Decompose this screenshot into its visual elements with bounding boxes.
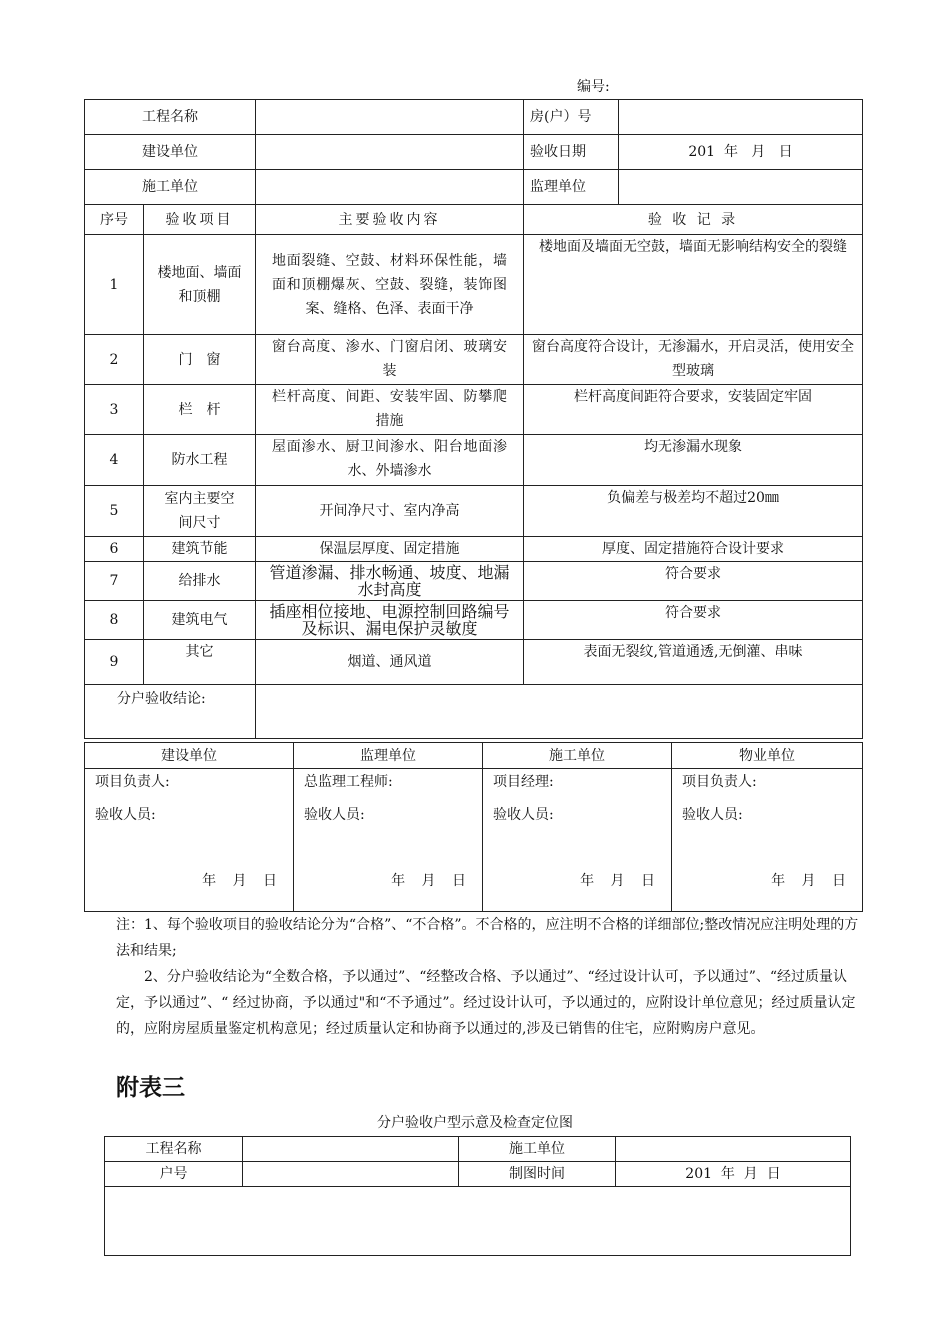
appendix-draw-time-label: 制图时间 bbox=[459, 1162, 616, 1187]
supervisor-value[interactable] bbox=[619, 170, 863, 205]
appendix-constructor-label: 施工单位 bbox=[459, 1137, 616, 1162]
sig-lead-label: 项目负责人: bbox=[95, 774, 170, 790]
builder-label: 建设单位 bbox=[85, 135, 256, 170]
row-item: 楼地面、墙面和顶棚 bbox=[144, 235, 256, 335]
appendix-draw-time-value[interactable]: 201 年 月 日 bbox=[616, 1162, 851, 1187]
row-no: 3 bbox=[85, 385, 144, 435]
row-content: 开间净尺寸、室内净高 bbox=[256, 486, 524, 537]
sig-date: 年 月 日 bbox=[202, 873, 283, 889]
row-content: 地面裂缝、空鼓、材料环保性能，墙面和顶棚爆灰、空鼓、裂缝，装饰图案、缝格、色泽、表面干净 bbox=[256, 235, 524, 335]
row-item: 室内主要空间尺寸 bbox=[144, 486, 256, 537]
floorplan-drawing-area[interactable] bbox=[105, 1187, 851, 1256]
sig-lead-label: 项目经理: bbox=[493, 774, 554, 790]
house-no-value[interactable] bbox=[619, 100, 863, 135]
col-record-header: 验 收 记 录 bbox=[524, 205, 863, 235]
accept-date-value[interactable]: 201 年 月 日 bbox=[619, 135, 863, 170]
constructor-value[interactable] bbox=[256, 170, 524, 205]
sig-unit-property: 物业单位 bbox=[672, 743, 863, 769]
col-item-header: 验收项目 bbox=[144, 205, 256, 235]
appendix-project-name-value[interactable] bbox=[243, 1137, 459, 1162]
appendix-unit-value[interactable] bbox=[243, 1162, 459, 1187]
row-record[interactable]: 符合要求 bbox=[524, 601, 863, 640]
row-record[interactable]: 负偏差与极差均不超过20㎜ bbox=[524, 486, 863, 537]
sig-unit-supervisor: 监理单位 bbox=[294, 743, 483, 769]
conclusion-label: 分户验收结论: bbox=[85, 685, 256, 739]
row-content: 保温层厚度、固定措施 bbox=[256, 537, 524, 562]
table-row bbox=[85, 435, 863, 486]
sig-lead-label: 项目负责人: bbox=[682, 774, 757, 790]
row-item: 建筑节能 bbox=[144, 537, 256, 562]
row-item: 建筑电气 bbox=[144, 601, 256, 640]
document-code-label: 编号: bbox=[577, 79, 610, 95]
acceptance-table bbox=[84, 99, 863, 739]
row-content: 栏杆高度、间距、安装牢固、防攀爬措施 bbox=[256, 385, 524, 435]
sig-lead-label: 总监理工程师: bbox=[304, 774, 393, 790]
row-item: 给排水 bbox=[144, 562, 256, 601]
sig-date: 年 月 日 bbox=[580, 873, 661, 889]
row-record[interactable]: 窗台高度符合设计，无渗漏水，开启灵活，使用安全型玻璃 bbox=[524, 335, 863, 385]
row-item: 其它 bbox=[144, 640, 256, 685]
row-item: 栏 杆 bbox=[144, 385, 256, 435]
sig-unit-builder: 建设单位 bbox=[85, 743, 294, 769]
appendix-constructor-value[interactable] bbox=[616, 1137, 851, 1162]
sig-staff-label: 验收人员: bbox=[304, 807, 365, 823]
row-record[interactable]: 符合要求 bbox=[524, 562, 863, 601]
sig-cell-constructor[interactable] bbox=[483, 769, 672, 912]
table-row bbox=[85, 335, 863, 385]
row-no: 7 bbox=[85, 562, 144, 601]
col-no-header: 序号 bbox=[85, 205, 144, 235]
accept-date-label: 验收日期 bbox=[524, 135, 619, 170]
note-2: 2、分户验收结论为“全数合格，予以通过”、“经整改合格、予以通过”、“经过设计认可，予以通过”、“经过质量认定，予以通过”、“ 经过协商，予以通过"和“不予通过”。经过设计认可，予以通过的，应附设计单位意见；经过质量认定的，应附房屋质量鉴定机构意见；经过质量认定和协商予以通过的,涉及已销售的住宅，应附购房户意见。 bbox=[116, 969, 856, 1037]
builder-value[interactable] bbox=[256, 135, 524, 170]
sig-unit-constructor: 施工单位 bbox=[483, 743, 672, 769]
table-row bbox=[85, 385, 863, 435]
row-no: 8 bbox=[85, 601, 144, 640]
row-no: 2 bbox=[85, 335, 144, 385]
row-no: 9 bbox=[85, 640, 144, 685]
table-row bbox=[85, 601, 863, 640]
row-content: 烟道、通风道 bbox=[256, 640, 524, 685]
sig-date: 年 月 日 bbox=[771, 873, 852, 889]
sig-cell-property[interactable] bbox=[672, 769, 863, 912]
constructor-label: 施工单位 bbox=[85, 170, 256, 205]
row-no: 1 bbox=[85, 235, 144, 335]
appendix-subtitle: 分户验收户型示意及检查定位图 bbox=[377, 1115, 573, 1131]
note-1: 注：1、每个验收项目的验收结论分为“合格”、“不合格”。不合格的，应注明不合格的详细部位;整改情况应注明处理的方法和结果; bbox=[116, 917, 859, 959]
floorplan-table bbox=[104, 1136, 851, 1256]
row-item: 防水工程 bbox=[144, 435, 256, 486]
project-name-label: 工程名称 bbox=[85, 100, 256, 135]
signature-table bbox=[84, 742, 863, 912]
row-record[interactable]: 均无渗漏水现象 bbox=[524, 435, 863, 486]
table-row bbox=[85, 640, 863, 685]
row-no: 6 bbox=[85, 537, 144, 562]
table-row bbox=[85, 562, 863, 601]
appendix-unit-label: 户号 bbox=[105, 1162, 243, 1187]
sig-staff-label: 验收人员: bbox=[95, 807, 156, 823]
sig-staff-label: 验收人员: bbox=[682, 807, 743, 823]
appendix-project-name-label: 工程名称 bbox=[105, 1137, 243, 1162]
row-no: 5 bbox=[85, 486, 144, 537]
row-content: 窗台高度、渗水、门窗启闭、玻璃安装 bbox=[256, 335, 524, 385]
appendix-heading: 附表三 bbox=[116, 1075, 185, 1101]
sig-date: 年 月 日 bbox=[391, 873, 472, 889]
row-record[interactable]: 栏杆高度间距符合要求，安装固定牢固 bbox=[524, 385, 863, 435]
notes-block bbox=[116, 912, 862, 1042]
row-content: 屋面渗水、厨卫间渗水、阳台地面渗水、外墙渗水 bbox=[256, 435, 524, 486]
sig-cell-supervisor[interactable] bbox=[294, 769, 483, 912]
supervisor-label: 监理单位 bbox=[524, 170, 619, 205]
row-record[interactable]: 表面无裂纹,管道通透,无倒灌、串味 bbox=[524, 640, 863, 685]
sig-staff-label: 验收人员: bbox=[493, 807, 554, 823]
row-record[interactable]: 楼地面及墙面无空鼓，墙面无影响结构安全的裂缝 bbox=[524, 235, 863, 335]
row-content: 管道渗漏、排水畅通、坡度、地漏水封高度 bbox=[256, 562, 524, 601]
project-name-value[interactable] bbox=[256, 100, 524, 135]
col-content-header: 主要验收内容 bbox=[256, 205, 524, 235]
table-row bbox=[85, 537, 863, 562]
row-no: 4 bbox=[85, 435, 144, 486]
table-row bbox=[85, 235, 863, 335]
row-content: 插座相位接地、电源控制回路编号及标识、漏电保护灵敏度 bbox=[256, 601, 524, 640]
sig-cell-builder[interactable] bbox=[85, 769, 294, 912]
house-no-label: 房(户）号 bbox=[524, 100, 619, 135]
table-row bbox=[85, 486, 863, 537]
conclusion-value[interactable] bbox=[256, 685, 863, 739]
row-record[interactable]: 厚度、固定措施符合设计要求 bbox=[524, 537, 863, 562]
row-item: 门 窗 bbox=[144, 335, 256, 385]
